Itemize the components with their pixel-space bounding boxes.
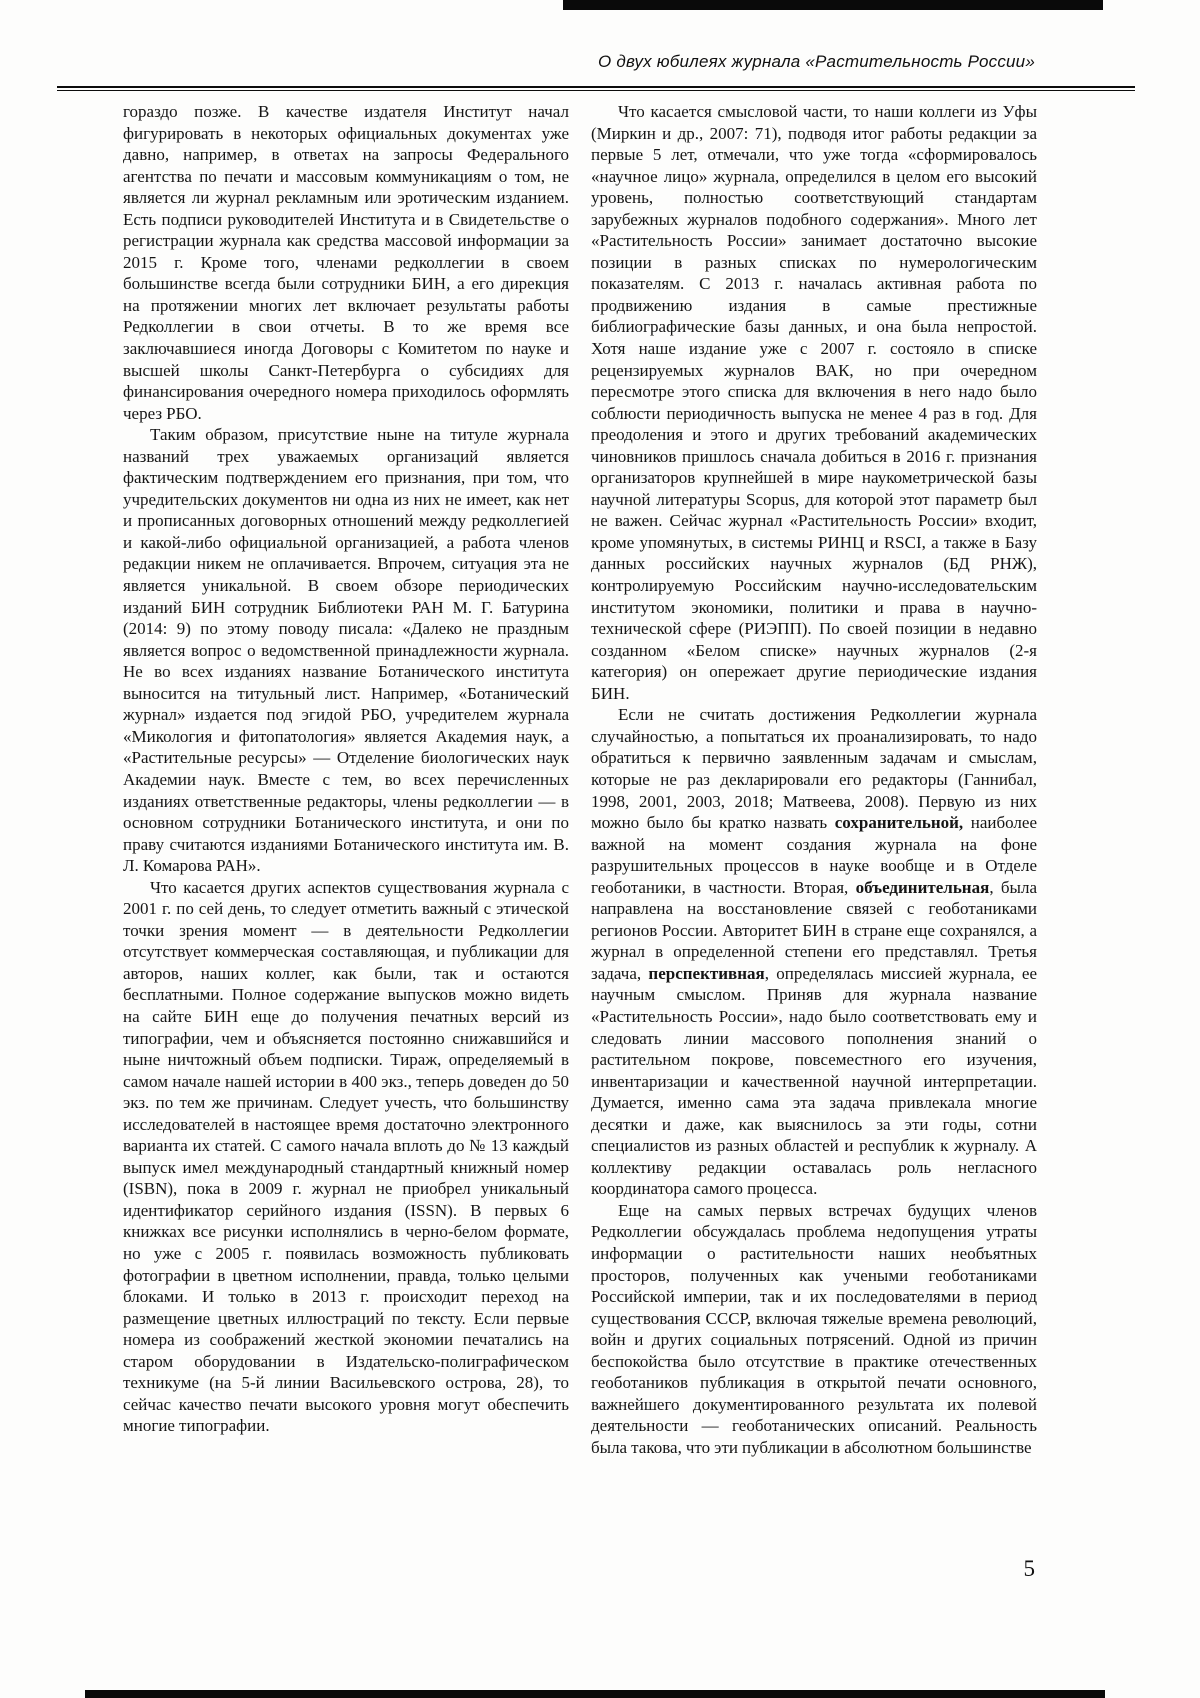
- page-number: 5: [1023, 1556, 1035, 1581]
- bold-term: перспективная: [648, 963, 765, 983]
- paragraph: [123, 424, 569, 876]
- paragraph: [591, 704, 1037, 1200]
- paragraph-text: наиболее важной на момент создания журнала на фоне разрушительных процессов в науке вообще и в Отделе геоботаники, в частности. Вторая,: [591, 813, 1037, 897]
- bold-term: объединительная: [855, 877, 990, 897]
- paragraph-text: гораздо позже. В качестве издателя Институт начал фигурировать в некоторых официальных документах уже давно, например, в ответах на запросы Федерального агентства по печати и массовым коммуникациям о том, не является ли журнал рекламным или эротическим изданием. Есть подписи руководителей Института и в Свидетельстве о регистрации журнала как средства массовой информации за 2015 г. Кроме того, членами редколлегии в своем большинстве всегда были сотрудники БИН, а его дирекция на протяжении многих лет включает результаты работы Редколлегии в свои отчеты. В то же время все заключавшиеся иногда Договоры с Комитетом по науке и высшей школы Санкт-Петербурга о субсидиях для финансирования очередного номера приходилось оформлять через РБО.: [123, 102, 569, 423]
- paragraph: [591, 101, 1037, 704]
- paragraph-text: Что касается других аспектов существования журнала с 2001 г. по сей день, то следует отметить важный с этической точки зрения момент — в деятельности Редколлегии отсутствует коммерческая составляющая, и публикации для авторов, наших коллег, как были, так и остаются бесплатными. Полное содержание выпусков можно видеть на сайте БИН еще до получения печатных версий из типографии, чем и объясняется постоянно снижавшийся и ныне ничтожный объем подписки. Тираж, определяемый в самом начале нашей истории в 400 экз., теперь доведен до 50 экз. по тем же причинам. Следует учесть, что большинству исследователей в настоящее время достаточно электронного варианта их статей. С самого начала вплоть до № 13 каждый выпуск имел международный стандартный книжный номер (ISBN), пока в 2009 г. журнал не приобрел уникальный идентификатор серийного издания (ISSN). В первых 6 книжках все рисунки исполнялись в черно-белом формате, но уже с 2005 г. появилась возможность публиковать фотографии в цветном исполнении, правда, только целыми блоками. И только в 2013 г. происходит переход на размещение цветных иллюстраций по тексту. Если первые номера из соображений жесткой экономии печатались на старом оборудовании в Издательско-полиграфическом техникуме (на 5-й линии Васильевского острова, 28), то сейчас качество печати высокого уровня могут обеспечить многие типографии.: [123, 877, 569, 1436]
- paragraph: [123, 877, 569, 1437]
- running-head: О двух юбилеях журнала «Растительность России»: [598, 52, 1035, 71]
- header-rule: [57, 86, 1135, 91]
- paragraph-text: , определялась миссией журнала, ее научным смыслом. Приняв для журнала название «Растительность России», надо было соответствовать ему и следовать линии массового пополнения знаний о растительном покрове, повсеместного его изучения, инвентаризации и качественной научной интерпретации. Думается, именно сама эта задача привлекала многие десятки и даже, как выяснилось за эти годы, сотни специалистов из разных областей и республик к журналу. А коллективу редакции оставалась роль негласного координатора самого процесса.: [591, 963, 1037, 1199]
- paragraph-text: Если не считать достижения Редколлегии журнала случайностью, а попытаться их проанализировать, то надо обратиться к первично заявленным задачам и смыслам, которые не раз декларировали его редакторы (Ганнибал, 1998, 2001, 2003, 2018; Матвеева, 2008). Первую из них можно было бы кратко назвать: [591, 705, 1037, 833]
- paragraph-text: Таким образом, присутствие ныне на титуле журнала названий трех уважаемых организаций является фактическим подтверждением его признания, при том, что учредительских документов ни одна из них не имеет, как нет и прописанных договорных отношений между редколлегией и какой-либо официальной организацией, а работа членов редакции никем не оплачивается. Впрочем, ситуация эта не является уникальной. В своем обзоре периодических изданий БИН сотрудник Библиотеки РАН М. Г. Батурина (2014: 9) по этому поводу писала: «Далеко не праздным является вопрос о ведомственной принадлежности журнала. Не во всех изданиях название Ботанического института выносится на титульный лист. Например, «Ботанический журнал» издается под эгидой РБО, учредителем журнала «Микология и фитопатология» является Академия наук, а «Растительные ресурсы» — Отделение биологических наук Академии наук. Вместе с тем, во всех перечисленных изданиях ответственные редакторы, члены редколлегии — в основном сотрудники Ботанического института, и они по праву считаются изданиями Ботанического института им. В. Л. Комарова РАН».: [123, 425, 569, 876]
- left-column: [123, 101, 569, 1571]
- text-columns: [123, 101, 1037, 1571]
- scan-artifact-top: [563, 0, 1103, 10]
- bold-term: сохранительной,: [834, 813, 964, 833]
- paragraph: [123, 101, 569, 424]
- paragraph-text: , была направлена на восстановление связей с геоботаниками регионов России. Авторитет БИН в стране еще сохранялся, а журнал в определенной степени его представлял. Третья задача,: [591, 877, 1037, 983]
- paragraph-text: Что касается смысловой части, то наши коллеги из Уфы (Миркин и др., 2007: 71), подводя итог работы редакции за первые 5 лет, отмечали, что уже тогда «сформировалось «научное лицо» журнала, определился в целом его высокий уровень, полностью соответствующий стандартам зарубежных журналов подобного содержания». Много лет «Растительность России» занимает достаточно высокие позиции в разных списках по нумерологическим показателям. С 2013 г. началась активная работа по продвижению издания в самые престижные библиографические базы данных, и она была непростой. Хотя наше издание уже с 2007 г. состояло в списке рецензируемых журналов ВАК, но при очередном пересмотре этого списка для включения в него надо было соблюсти периодичность выпуска не менее 4 раз в год. Для преодоления и этого и других требований академических чиновников пришлось сначала добиться в 2016 г. признания организаторов крупнейшей в мире наукометрической базы научной литературы Scopus, для которой этот параметр был не важен. Сейчас журнал «Растительность России» входит, кроме упомянутых, в системы РИНЦ и RSCI, а также в Базу данных российских научных журналов (БД РНЖ), контролируемую Российским научно-исследовательским институтом экономики, политики и права в научно-технической сфере (РИЭПП). По своей позиции в недавно созданном «Белом списке» научных журналов (2-я категория) он опережает другие периодические издания БИН.: [591, 102, 1037, 703]
- paragraph: [591, 1200, 1037, 1459]
- scan-artifact-bottom: [85, 1690, 1105, 1698]
- right-column: [591, 101, 1037, 1571]
- paragraph-text: Еще на самых первых встречах будущих членов Редколлегии обсуждалась проблема недопущения утраты информации о растительности наших необъятных просторов, полученных как учеными геоботаниками Российской империи, так и их последователями в период существования СССР, включая тяжелые времена революций, войн и других социальных потрясений. Одной из причин беспокойства было отсутствие в практике отечественных геоботаников публикация в открытой печати основного, важнейшего документированного результата их полевой деятельности — геоботанических описаний. Реальность была такова, что эти публикации в абсолютном большинстве: [591, 1200, 1037, 1457]
